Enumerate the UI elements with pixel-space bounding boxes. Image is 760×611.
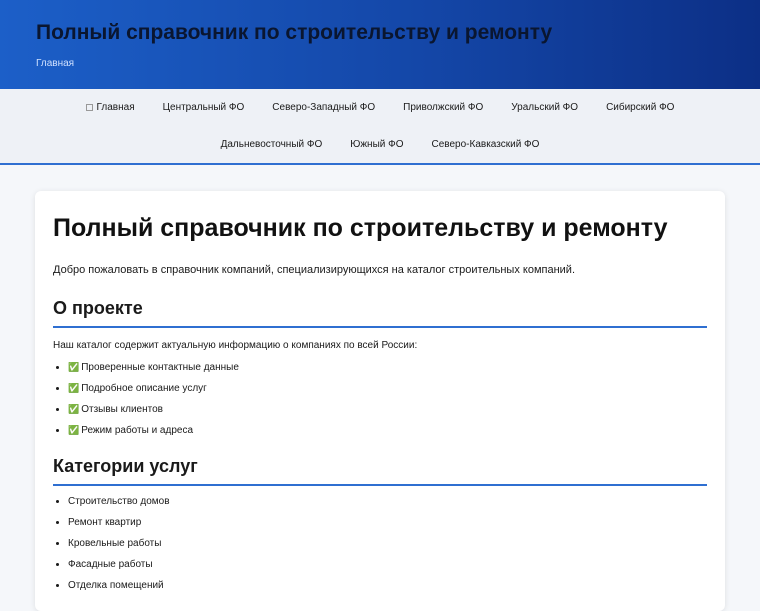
nav-item-central[interactable]: Центральный ФО (162, 102, 245, 113)
nav-item-fareast[interactable]: Дальневосточный ФО (220, 139, 323, 150)
breadcrumb[interactable]: Главная (36, 58, 75, 69)
categories-heading: Категории услуг (53, 454, 707, 486)
list-item-label: Проверенные контактные данные (81, 362, 239, 373)
list-item (68, 382, 707, 395)
about-text: Наш каталог содержит актуальную информацию о компаниях по всей России: (53, 340, 418, 351)
list-item: • Ремонт квартир (68, 516, 707, 529)
list-item (68, 361, 707, 374)
intro-text: Добро пожаловать в справочник компаний, специализирующихся на каталог строительных компаний. (53, 264, 576, 276)
nav-item-volga[interactable]: Приволжский ФО (403, 102, 484, 113)
nav-item-ural[interactable]: Уральский ФО (511, 102, 579, 113)
site-title: Полный справочник по строительству и ремонту (36, 21, 553, 44)
page-title: Полный справочник по строительству и ремонту (53, 214, 668, 242)
nav-item-siberian[interactable]: Сибирский ФО (606, 102, 675, 113)
check-icon: ✅ (68, 425, 80, 435)
list-item: • Кровельные работы (68, 537, 707, 550)
nav-item-northcaucasus[interactable]: Северо-Кавказский ФО (431, 139, 540, 150)
check-icon: ✅ (68, 383, 80, 393)
list-item (68, 403, 707, 416)
categories-list (53, 495, 707, 592)
home-icon (86, 104, 93, 111)
nav-item-label: Главная (96, 102, 135, 113)
about-heading: О проекте (53, 296, 707, 328)
nav-row-1 (72, 89, 689, 126)
nav-item-south[interactable]: Южный ФО (350, 139, 404, 150)
nav-item-home[interactable] (72, 102, 149, 113)
main-nav (0, 89, 760, 165)
list-item-label: Режим работы и адреса (81, 425, 194, 436)
about-list (53, 361, 707, 437)
nav-item-northwest[interactable]: Северо-Западный ФО (272, 102, 376, 113)
site-header (0, 0, 760, 89)
list-item-label: Подробное описание услуг (81, 383, 207, 394)
check-icon: ✅ (68, 362, 80, 372)
nav-row-2 (207, 126, 554, 163)
content-card (35, 191, 725, 611)
check-icon: ✅ (68, 404, 80, 414)
list-item-label: Отзывы клиентов (81, 404, 163, 415)
list-item: • Отделка помещений (68, 579, 707, 592)
list-item: • Фасадные работы (68, 558, 707, 571)
list-item (68, 424, 707, 437)
list-item: • Строительство домов (68, 495, 707, 508)
